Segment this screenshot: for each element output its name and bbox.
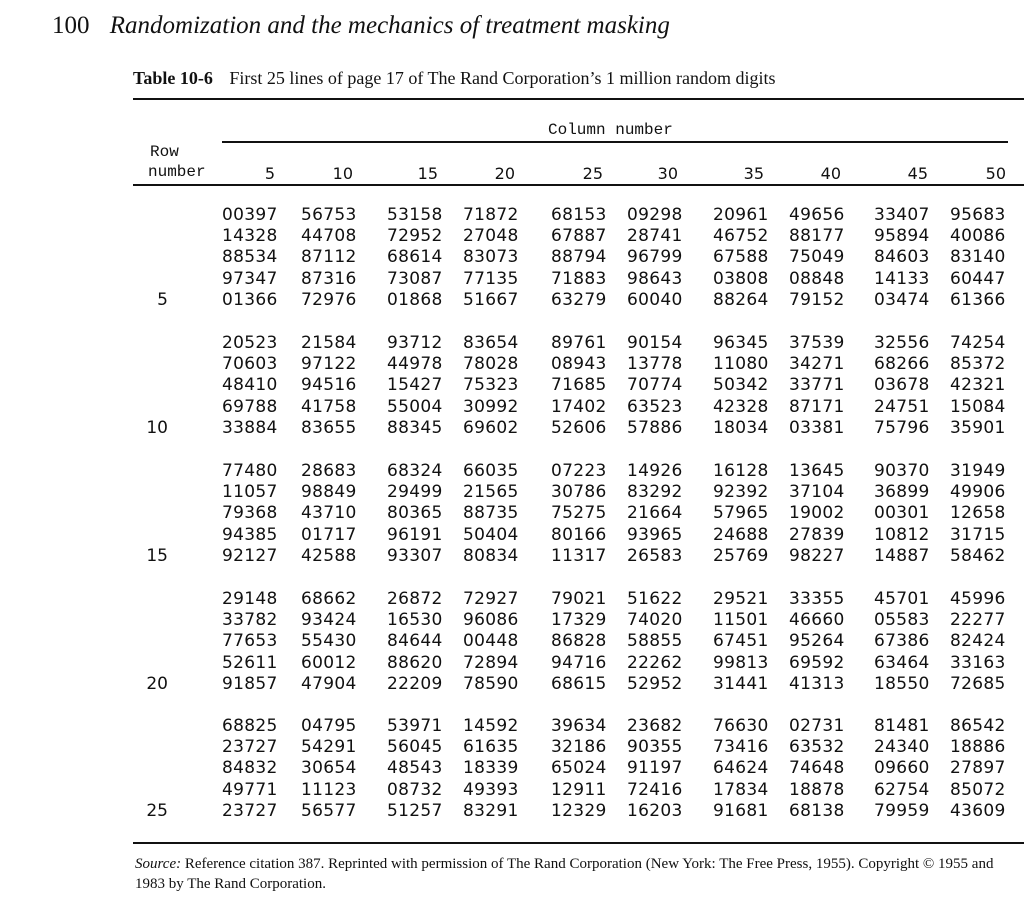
table-cell: 88534 bbox=[222, 247, 278, 268]
table-cell: 93712 bbox=[387, 333, 443, 353]
table-cell: 69602 bbox=[463, 417, 519, 438]
table-cell: 67386 bbox=[874, 631, 930, 652]
table-cell: 11123 bbox=[301, 779, 357, 800]
table-cell: 47904 bbox=[301, 673, 357, 694]
table-cell: 57886 bbox=[627, 417, 683, 438]
table-cell: 48410 bbox=[222, 375, 278, 396]
table-cell: 52952 bbox=[627, 673, 683, 694]
table-cell: 33407 bbox=[874, 205, 930, 225]
table-cell: 68614 bbox=[387, 247, 443, 268]
table-cell: 09660 bbox=[874, 758, 930, 779]
table-cell: 83291 bbox=[463, 800, 519, 821]
table-cell: 55004 bbox=[387, 396, 443, 417]
table-cell: 11317 bbox=[551, 545, 607, 566]
row-header-line1: Row bbox=[150, 143, 179, 161]
table-cell: 50342 bbox=[713, 375, 769, 396]
table-cell: 73416 bbox=[713, 737, 769, 758]
table-cell: 80166 bbox=[551, 524, 607, 545]
table-cell: 62754 bbox=[874, 779, 930, 800]
table-cell: 74648 bbox=[789, 758, 845, 779]
table-cell: 09298 bbox=[627, 205, 683, 225]
table-cell: 89761 bbox=[551, 333, 607, 353]
table-cell: 56045 bbox=[387, 737, 443, 758]
table-cell: 14592 bbox=[463, 716, 519, 736]
table-cell: 03808 bbox=[713, 268, 769, 289]
table-cell: 31441 bbox=[713, 673, 769, 694]
table-cell: 49393 bbox=[463, 779, 519, 800]
source-text: Reference citation 387. Reprinted with permission of The Rand Corporation (New York: The Free Press, 1955). Copyright © 1955 and 1983 by The Rand Corporation. bbox=[135, 856, 994, 892]
table-cell: 94385 bbox=[222, 524, 278, 545]
table-cell: 70603 bbox=[222, 354, 278, 375]
table-cell: 84603 bbox=[874, 247, 930, 268]
table-title: First 25 lines of page 17 of The Rand Corporation’s 1 million random digits bbox=[229, 68, 776, 88]
table-cell: 13645 bbox=[789, 461, 845, 481]
table-cell: 27048 bbox=[463, 226, 519, 247]
table-cell: 51257 bbox=[387, 800, 443, 821]
table-cell: 60040 bbox=[627, 289, 683, 310]
table-cell: 05583 bbox=[874, 610, 930, 631]
table-cell: 52611 bbox=[222, 652, 278, 673]
table-cell: 97347 bbox=[222, 268, 278, 289]
table-cell: 17329 bbox=[551, 610, 607, 631]
table-cell: 73087 bbox=[387, 268, 443, 289]
table-caption bbox=[133, 68, 775, 89]
row-header-line2: number bbox=[148, 163, 206, 181]
table-cell: 95264 bbox=[789, 631, 845, 652]
table-cell: 52606 bbox=[551, 417, 607, 438]
table-cell: 02731 bbox=[789, 716, 845, 736]
table-cell: 98227 bbox=[789, 545, 845, 566]
table-cell: 71872 bbox=[463, 205, 519, 225]
table-cell: 58462 bbox=[950, 545, 1006, 566]
table-cell: 49771 bbox=[222, 779, 278, 800]
table-cell: 16530 bbox=[387, 610, 443, 631]
table-cell: 23682 bbox=[627, 716, 683, 736]
table-cell: 24340 bbox=[874, 737, 930, 758]
table-cell: 86542 bbox=[950, 716, 1006, 736]
table-cell: 93424 bbox=[301, 610, 357, 631]
table-cell: 83654 bbox=[463, 333, 519, 353]
table-cell: 79368 bbox=[222, 503, 278, 524]
table-cell: 98849 bbox=[301, 482, 357, 503]
table-cell: 42328 bbox=[713, 396, 769, 417]
table-cell: 00301 bbox=[874, 503, 930, 524]
table-cell: 37539 bbox=[789, 333, 845, 353]
table-cell: 24688 bbox=[713, 524, 769, 545]
table-cell: 21664 bbox=[627, 503, 683, 524]
table-label: Table 10-6 bbox=[133, 68, 213, 88]
table-cell: 96086 bbox=[463, 610, 519, 631]
table-cell: 29499 bbox=[387, 482, 443, 503]
table-cell: 26872 bbox=[387, 589, 443, 609]
table-cell: 64624 bbox=[713, 758, 769, 779]
table-cell: 88794 bbox=[551, 247, 607, 268]
table-cell: 75049 bbox=[789, 247, 845, 268]
table-cell: 79021 bbox=[551, 589, 607, 609]
table-cell: 97122 bbox=[301, 354, 357, 375]
table-cell: 43609 bbox=[950, 800, 1006, 821]
table-cell: 30992 bbox=[463, 396, 519, 417]
table-cell: 45701 bbox=[874, 589, 930, 609]
table-cell: 88264 bbox=[713, 289, 769, 310]
table-cell: 84644 bbox=[387, 631, 443, 652]
table-cell: 75275 bbox=[551, 503, 607, 524]
table-cell: 40086 bbox=[950, 226, 1006, 247]
table-cell: 72976 bbox=[301, 289, 357, 310]
source-label: Source: bbox=[135, 856, 182, 872]
table-cell: 76630 bbox=[713, 716, 769, 736]
table-cell: 72927 bbox=[463, 589, 519, 609]
table-cell: 60447 bbox=[950, 268, 1006, 289]
table-cell: 08732 bbox=[387, 779, 443, 800]
page-number: 100 bbox=[52, 12, 90, 39]
table-cell: 75323 bbox=[463, 375, 519, 396]
table-cell: 63523 bbox=[627, 396, 683, 417]
table-cell: 18339 bbox=[463, 758, 519, 779]
table-cell: 29521 bbox=[713, 589, 769, 609]
table-cell: 36899 bbox=[874, 482, 930, 503]
table-cell: 49656 bbox=[789, 205, 845, 225]
table-cell: 68266 bbox=[874, 354, 930, 375]
table-cell: 84832 bbox=[222, 758, 278, 779]
table-cell: 42321 bbox=[950, 375, 1006, 396]
table-cell: 16203 bbox=[627, 800, 683, 821]
table-cell: 30654 bbox=[301, 758, 357, 779]
table-cell: 95894 bbox=[874, 226, 930, 247]
table-top-rule bbox=[133, 98, 1024, 100]
table-cell: 60012 bbox=[301, 652, 357, 673]
table-cell: 43710 bbox=[301, 503, 357, 524]
table-bottom-rule bbox=[133, 842, 1024, 844]
table-cell: 96191 bbox=[387, 524, 443, 545]
table-cell: 15084 bbox=[950, 396, 1006, 417]
column-header: 5 bbox=[264, 164, 275, 183]
table-cell: 33884 bbox=[222, 417, 278, 438]
table-cell: 96799 bbox=[627, 247, 683, 268]
table-cell: 94516 bbox=[301, 375, 357, 396]
table-cell: 49906 bbox=[950, 482, 1006, 503]
table-cell: 81481 bbox=[874, 716, 930, 736]
table-cell: 45996 bbox=[950, 589, 1006, 609]
table-cell: 72685 bbox=[950, 673, 1006, 694]
table-cell: 23727 bbox=[222, 800, 278, 821]
row-label: 15 bbox=[146, 545, 168, 566]
table-cell: 33771 bbox=[789, 375, 845, 396]
table-cell: 87171 bbox=[789, 396, 845, 417]
header-bottom-rule bbox=[133, 184, 1024, 186]
table-cell: 48543 bbox=[387, 758, 443, 779]
table-cell: 68324 bbox=[387, 461, 443, 481]
table-cell: 77480 bbox=[222, 461, 278, 481]
table-cell: 77653 bbox=[222, 631, 278, 652]
table-cell: 67451 bbox=[713, 631, 769, 652]
column-header: 40 bbox=[820, 164, 841, 183]
table-cell: 55430 bbox=[301, 631, 357, 652]
table-cell: 88177 bbox=[789, 226, 845, 247]
table-cell: 53971 bbox=[387, 716, 443, 736]
table-cell: 88735 bbox=[463, 503, 519, 524]
table-cell: 74020 bbox=[627, 610, 683, 631]
row-label: 5 bbox=[157, 289, 168, 310]
table-cell: 68615 bbox=[551, 673, 607, 694]
table-cell: 66035 bbox=[463, 461, 519, 481]
table-cell: 56753 bbox=[301, 205, 357, 225]
table-cell: 82424 bbox=[950, 631, 1006, 652]
table-cell: 90154 bbox=[627, 333, 683, 353]
column-header: 50 bbox=[985, 164, 1006, 183]
table-cell: 35901 bbox=[950, 417, 1006, 438]
column-header: 45 bbox=[907, 164, 928, 183]
table-cell: 27839 bbox=[789, 524, 845, 545]
table-cell: 70774 bbox=[627, 375, 683, 396]
table-cell: 58855 bbox=[627, 631, 683, 652]
table-cell: 94716 bbox=[551, 652, 607, 673]
table-cell: 90355 bbox=[627, 737, 683, 758]
table-cell: 14887 bbox=[874, 545, 930, 566]
table-cell: 46660 bbox=[789, 610, 845, 631]
table-cell: 24751 bbox=[874, 396, 930, 417]
table-cell: 31715 bbox=[950, 524, 1006, 545]
table-cell: 22262 bbox=[627, 652, 683, 673]
running-title: Randomization and the mechanics of treatment masking bbox=[109, 12, 670, 39]
column-header: 20 bbox=[494, 164, 515, 183]
table-cell: 22209 bbox=[387, 673, 443, 694]
table-cell: 08848 bbox=[789, 268, 845, 289]
table-cell: 22277 bbox=[950, 610, 1006, 631]
table-cell: 23727 bbox=[222, 737, 278, 758]
source-note bbox=[135, 854, 1015, 894]
table-cell: 69592 bbox=[789, 652, 845, 673]
table-cell: 26583 bbox=[627, 545, 683, 566]
table-cell: 69788 bbox=[222, 396, 278, 417]
table-cell: 20961 bbox=[713, 205, 769, 225]
table-cell: 50404 bbox=[463, 524, 519, 545]
table-cell: 13778 bbox=[627, 354, 683, 375]
column-header: 15 bbox=[417, 164, 438, 183]
table-cell: 01366 bbox=[222, 289, 278, 310]
table-cell: 72894 bbox=[463, 652, 519, 673]
table-cell: 87112 bbox=[301, 247, 357, 268]
table-cell: 71883 bbox=[551, 268, 607, 289]
table-cell: 68662 bbox=[301, 589, 357, 609]
table-cell: 31949 bbox=[950, 461, 1006, 481]
row-number-header bbox=[150, 142, 206, 182]
table-cell: 74254 bbox=[950, 333, 1006, 353]
table-cell: 30786 bbox=[551, 482, 607, 503]
table-cell: 80365 bbox=[387, 503, 443, 524]
column-header: 35 bbox=[743, 164, 764, 183]
table-cell: 18878 bbox=[789, 779, 845, 800]
table-cell: 90370 bbox=[874, 461, 930, 481]
table-cell: 99813 bbox=[713, 652, 769, 673]
table-cell: 51622 bbox=[627, 589, 683, 609]
table-cell: 63532 bbox=[789, 737, 845, 758]
table-cell: 78590 bbox=[463, 673, 519, 694]
table-cell: 32186 bbox=[551, 737, 607, 758]
table-cell: 68138 bbox=[789, 800, 845, 821]
table-cell: 37104 bbox=[789, 482, 845, 503]
table-cell: 14133 bbox=[874, 268, 930, 289]
table-cell: 39634 bbox=[551, 716, 607, 736]
table-cell: 18886 bbox=[950, 737, 1006, 758]
table-cell: 83292 bbox=[627, 482, 683, 503]
table-cell: 92392 bbox=[713, 482, 769, 503]
table-cell: 14926 bbox=[627, 461, 683, 481]
table-cell: 68825 bbox=[222, 716, 278, 736]
table-cell: 78028 bbox=[463, 354, 519, 375]
column-group-header: Column number bbox=[548, 121, 673, 139]
table-cell: 33782 bbox=[222, 610, 278, 631]
table-cell: 12658 bbox=[950, 503, 1006, 524]
table-cell: 11057 bbox=[222, 482, 278, 503]
table-cell: 72952 bbox=[387, 226, 443, 247]
table-cell: 83073 bbox=[463, 247, 519, 268]
table-cell: 96345 bbox=[713, 333, 769, 353]
table-cell: 19002 bbox=[789, 503, 845, 524]
table-cell: 98643 bbox=[627, 268, 683, 289]
table-cell: 33163 bbox=[950, 652, 1006, 673]
table-cell: 85372 bbox=[950, 354, 1006, 375]
table-cell: 93965 bbox=[627, 524, 683, 545]
table-cell: 77135 bbox=[463, 268, 519, 289]
table-cell: 67887 bbox=[551, 226, 607, 247]
table-cell: 14328 bbox=[222, 226, 278, 247]
table-cell: 65024 bbox=[551, 758, 607, 779]
table-cell: 33355 bbox=[789, 589, 845, 609]
row-label: 25 bbox=[146, 800, 168, 821]
table-cell: 44978 bbox=[387, 354, 443, 375]
table-cell: 61635 bbox=[463, 737, 519, 758]
table-cell: 10812 bbox=[874, 524, 930, 545]
table-cell: 54291 bbox=[301, 737, 357, 758]
table-cell: 88620 bbox=[387, 652, 443, 673]
table-cell: 12329 bbox=[551, 800, 607, 821]
table-cell: 83655 bbox=[301, 417, 357, 438]
table-cell: 32556 bbox=[874, 333, 930, 353]
table-cell: 71685 bbox=[551, 375, 607, 396]
table-cell: 93307 bbox=[387, 545, 443, 566]
table-cell: 01868 bbox=[387, 289, 443, 310]
page-header bbox=[52, 12, 670, 40]
table-cell: 61366 bbox=[950, 289, 1006, 310]
table-cell: 53158 bbox=[387, 205, 443, 225]
table-cell: 79152 bbox=[789, 289, 845, 310]
table-cell: 17834 bbox=[713, 779, 769, 800]
table-cell: 18550 bbox=[874, 673, 930, 694]
table-cell: 80834 bbox=[463, 545, 519, 566]
table-cell: 18034 bbox=[713, 417, 769, 438]
table-cell: 79959 bbox=[874, 800, 930, 821]
table-cell: 01717 bbox=[301, 524, 357, 545]
table-cell: 11501 bbox=[713, 610, 769, 631]
table-cell: 25769 bbox=[713, 545, 769, 566]
table-cell: 17402 bbox=[551, 396, 607, 417]
table-cell: 68153 bbox=[551, 205, 607, 225]
table-cell: 92127 bbox=[222, 545, 278, 566]
table-cell: 28741 bbox=[627, 226, 683, 247]
table-cell: 29148 bbox=[222, 589, 278, 609]
table-cell: 85072 bbox=[950, 779, 1006, 800]
table-cell: 03678 bbox=[874, 375, 930, 396]
table-cell: 91681 bbox=[713, 800, 769, 821]
table-cell: 41758 bbox=[301, 396, 357, 417]
table-cell: 15427 bbox=[387, 375, 443, 396]
table-cell: 07223 bbox=[551, 461, 607, 481]
table-cell: 27897 bbox=[950, 758, 1006, 779]
table-cell: 63464 bbox=[874, 652, 930, 673]
table-cell: 91857 bbox=[222, 673, 278, 694]
table-cell: 16128 bbox=[713, 461, 769, 481]
table-cell: 00397 bbox=[222, 205, 278, 225]
table-cell: 86828 bbox=[551, 631, 607, 652]
table-cell: 88345 bbox=[387, 417, 443, 438]
column-group-rule bbox=[222, 141, 1008, 143]
table-cell: 20523 bbox=[222, 333, 278, 353]
table-cell: 11080 bbox=[713, 354, 769, 375]
table-cell: 41313 bbox=[789, 673, 845, 694]
table-cell: 72416 bbox=[627, 779, 683, 800]
row-label: 10 bbox=[146, 417, 168, 438]
table-cell: 28683 bbox=[301, 461, 357, 481]
table-cell: 46752 bbox=[713, 226, 769, 247]
table-cell: 56577 bbox=[301, 800, 357, 821]
column-header: 10 bbox=[332, 164, 353, 183]
table-cell: 91197 bbox=[627, 758, 683, 779]
table-cell: 03474 bbox=[874, 289, 930, 310]
table-cell: 12911 bbox=[551, 779, 607, 800]
table-cell: 83140 bbox=[950, 247, 1006, 268]
table-cell: 63279 bbox=[551, 289, 607, 310]
table-cell: 04795 bbox=[301, 716, 357, 736]
table-cell: 44708 bbox=[301, 226, 357, 247]
table-cell: 21584 bbox=[301, 333, 357, 353]
table-cell: 67588 bbox=[713, 247, 769, 268]
table-cell: 51667 bbox=[463, 289, 519, 310]
table-cell: 34271 bbox=[789, 354, 845, 375]
table-cell: 08943 bbox=[551, 354, 607, 375]
table-cell: 87316 bbox=[301, 268, 357, 289]
table-cell: 00448 bbox=[463, 631, 519, 652]
table-cell: 21565 bbox=[463, 482, 519, 503]
table-cell: 75796 bbox=[874, 417, 930, 438]
table-cell: 95683 bbox=[950, 205, 1006, 225]
table-cell: 42588 bbox=[301, 545, 357, 566]
table-cell: 57965 bbox=[713, 503, 769, 524]
table-cell: 03381 bbox=[789, 417, 845, 438]
row-label: 20 bbox=[146, 673, 168, 694]
column-header: 30 bbox=[657, 164, 678, 183]
column-header: 25 bbox=[582, 164, 603, 183]
